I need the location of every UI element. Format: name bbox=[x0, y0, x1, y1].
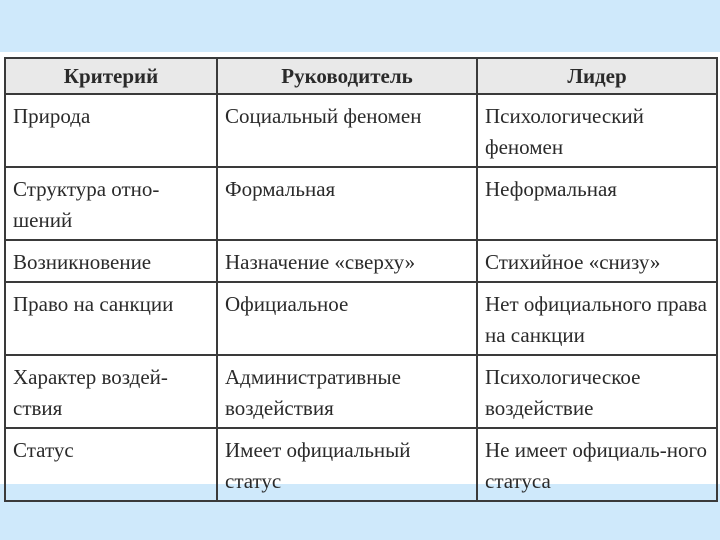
cell-leader: Психологическое воздействие bbox=[477, 355, 717, 428]
cell-criterion: Статус bbox=[5, 428, 217, 501]
comparison-table bbox=[4, 57, 718, 502]
table-row bbox=[5, 355, 717, 428]
cell-manager: Формальная bbox=[217, 167, 477, 240]
table-row bbox=[5, 282, 717, 355]
cell-criterion: Структура отно-шений bbox=[5, 167, 217, 240]
cell-manager: Административные воздействия bbox=[217, 355, 477, 428]
table-row bbox=[5, 428, 717, 501]
table-row bbox=[5, 240, 717, 282]
cell-leader: Неформальная bbox=[477, 167, 717, 240]
cell-criterion: Природа bbox=[5, 94, 217, 167]
cell-criterion: Характер воздей-ствия bbox=[5, 355, 217, 428]
cell-manager: Назначение «сверху» bbox=[217, 240, 477, 282]
header-manager: Руководитель bbox=[217, 58, 477, 94]
table-row bbox=[5, 94, 717, 167]
table-header-row bbox=[5, 58, 717, 94]
cell-leader: Психологический феномен bbox=[477, 94, 717, 167]
header-criterion: Критерий bbox=[5, 58, 217, 94]
content-panel bbox=[0, 52, 720, 493]
cell-leader: Не имеет официаль-ного статуса bbox=[477, 428, 717, 501]
cell-manager: Официальное bbox=[217, 282, 477, 355]
header-leader: Лидер bbox=[477, 58, 717, 94]
cell-manager: Социальный феномен bbox=[217, 94, 477, 167]
cell-criterion: Возникновение bbox=[5, 240, 217, 282]
table-row bbox=[5, 167, 717, 240]
cell-criterion: Право на санкции bbox=[5, 282, 217, 355]
cell-manager: Имеет официальный статус bbox=[217, 428, 477, 501]
cell-leader: Нет официального права на санкции bbox=[477, 282, 717, 355]
cell-leader: Стихийное «снизу» bbox=[477, 240, 717, 282]
